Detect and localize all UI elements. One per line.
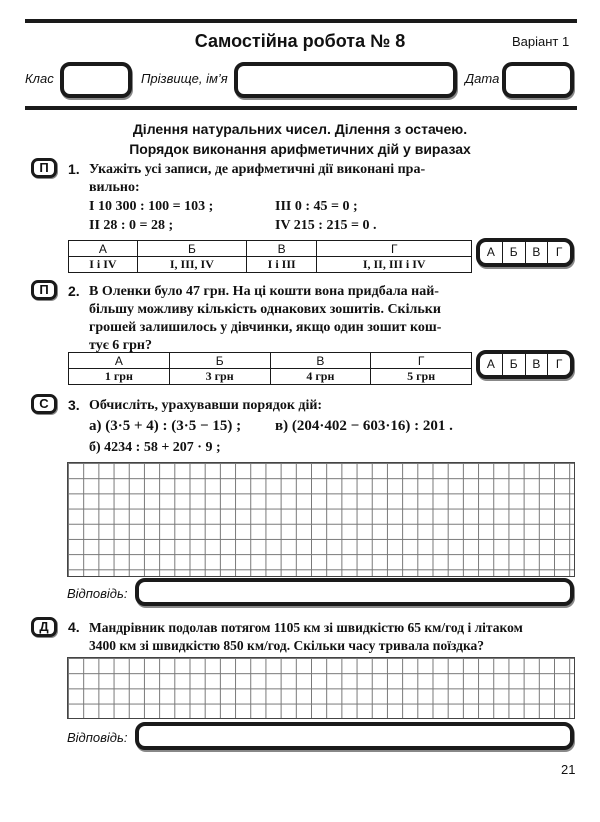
task1-item-1: I 10 300 : 100 = 103 ; — [89, 199, 214, 214]
class-field[interactable] — [60, 62, 132, 98]
header-rule — [25, 106, 577, 110]
task2-number: 2. — [68, 283, 80, 299]
task2-choice-d[interactable]: Г — [555, 357, 563, 371]
task1-option-b: I, III, IV — [137, 257, 246, 273]
topic-line-1: Ділення натуральних чисел. Ділення з остачею. — [132, 121, 468, 137]
task2-choice-b[interactable]: Б — [503, 354, 526, 375]
top-rule — [25, 19, 577, 23]
task1-choice-c[interactable]: В — [526, 242, 549, 263]
task1-item-2: II 28 : 0 = 28 ; — [89, 218, 174, 233]
task1-option-head-d: Г — [317, 241, 472, 257]
task1-text-line1: Укажіть усі записи, де арифметичні дії виконані пра- — [89, 162, 426, 177]
page-title: Самостійна робота № 8 — [194, 31, 406, 51]
name-label: Прізвище, ім’я — [141, 71, 228, 86]
task1-option-d: I, II, III i IV — [317, 257, 472, 273]
task2-text-line1: В Оленки було 47 грн. На ці кошти вона придбала най- — [89, 284, 439, 299]
task3-text: Обчисліть, урахувавши порядок дій: — [89, 398, 323, 413]
task2-option-d: 5 грн — [371, 369, 472, 385]
task2-option-b: 3 грн — [169, 369, 270, 385]
variant-label: Варіант 1 — [512, 34, 570, 49]
task3-expr-a: а) (3·5 + 4) : (3·5 − 15) ; — [89, 418, 242, 434]
task2-option-head-a: А — [69, 353, 170, 369]
task4-text-line2: 3400 км зі швидкістю 850 км/год. Скільки часу тривала поїздка? — [89, 638, 485, 653]
task1-option-head-a: А — [69, 241, 138, 257]
task2-text-line4: тує 6 грн? — [89, 338, 152, 353]
task2-text-line3: грошей залишилось у дівчинки, якщо один зошит кош- — [89, 320, 442, 335]
task3-level-badge: С — [31, 394, 57, 414]
task4-text-line1: Мандрівник подолав потягом 1105 км зі швидкістю 65 км/год і літаком — [89, 620, 523, 635]
task4-work-grid[interactable] — [67, 657, 575, 719]
date-label: Дата — [465, 71, 500, 86]
task1-options-table — [68, 240, 472, 273]
task2-option-head-d: Г — [371, 353, 472, 369]
task2-option-head-c: В — [270, 353, 371, 369]
task2-option-head-b: Б — [169, 353, 270, 369]
task3-expr-c: б) 4234 : 58 + 207 · 9 ; — [89, 440, 221, 455]
task1-choice-b[interactable]: Б — [503, 242, 526, 263]
topic-line-2: Порядок виконання арифметичних дій у виразах — [129, 141, 471, 157]
task1-level-badge: П — [31, 158, 57, 178]
task2-text-line2: більшу можливу кількість однакових зошитів. Скільки — [89, 302, 441, 317]
task1-item-4: IV 215 : 215 = 0 . — [275, 218, 377, 233]
task1-answer-choices — [476, 238, 574, 267]
task4-answer-field[interactable] — [135, 722, 574, 750]
date-field[interactable] — [502, 62, 574, 98]
task1-choice-a[interactable]: А — [480, 242, 503, 263]
task3-answer-field[interactable] — [135, 578, 574, 606]
task3-answer-label: Відповідь: — [67, 586, 128, 601]
task1-text-line2: вильно: — [89, 180, 140, 195]
task1-option-head-b: Б — [137, 241, 246, 257]
task2-choice-a[interactable]: А — [480, 354, 503, 375]
task2-option-c: 4 грн — [270, 369, 371, 385]
task1-option-c: I i III — [246, 257, 316, 273]
task4-level-badge: Д — [31, 617, 57, 637]
task2-answer-choices — [476, 350, 574, 379]
task1-choice-d[interactable]: Г — [555, 245, 563, 259]
page-number: 21 — [561, 762, 576, 777]
task2-option-a: 1 грн — [69, 369, 170, 385]
task3-number: 3. — [68, 397, 80, 413]
task4-number: 4. — [68, 619, 80, 635]
task2-options-table — [68, 352, 472, 385]
task3-expr-b: в) (204·402 − 603·16) : 201 . — [275, 418, 453, 434]
name-field[interactable] — [234, 62, 457, 98]
task2-level-badge: П — [31, 280, 57, 300]
task3-work-grid[interactable] — [67, 462, 575, 577]
task1-option-a: I i IV — [69, 257, 138, 273]
class-label: Клас — [25, 71, 54, 86]
task1-option-head-c: В — [246, 241, 316, 257]
task2-choice-c[interactable]: В — [526, 354, 549, 375]
task1-number: 1. — [68, 161, 80, 177]
task1-item-3: III 0 : 45 = 0 ; — [275, 199, 358, 214]
task4-answer-label: Відповідь: — [67, 730, 128, 745]
